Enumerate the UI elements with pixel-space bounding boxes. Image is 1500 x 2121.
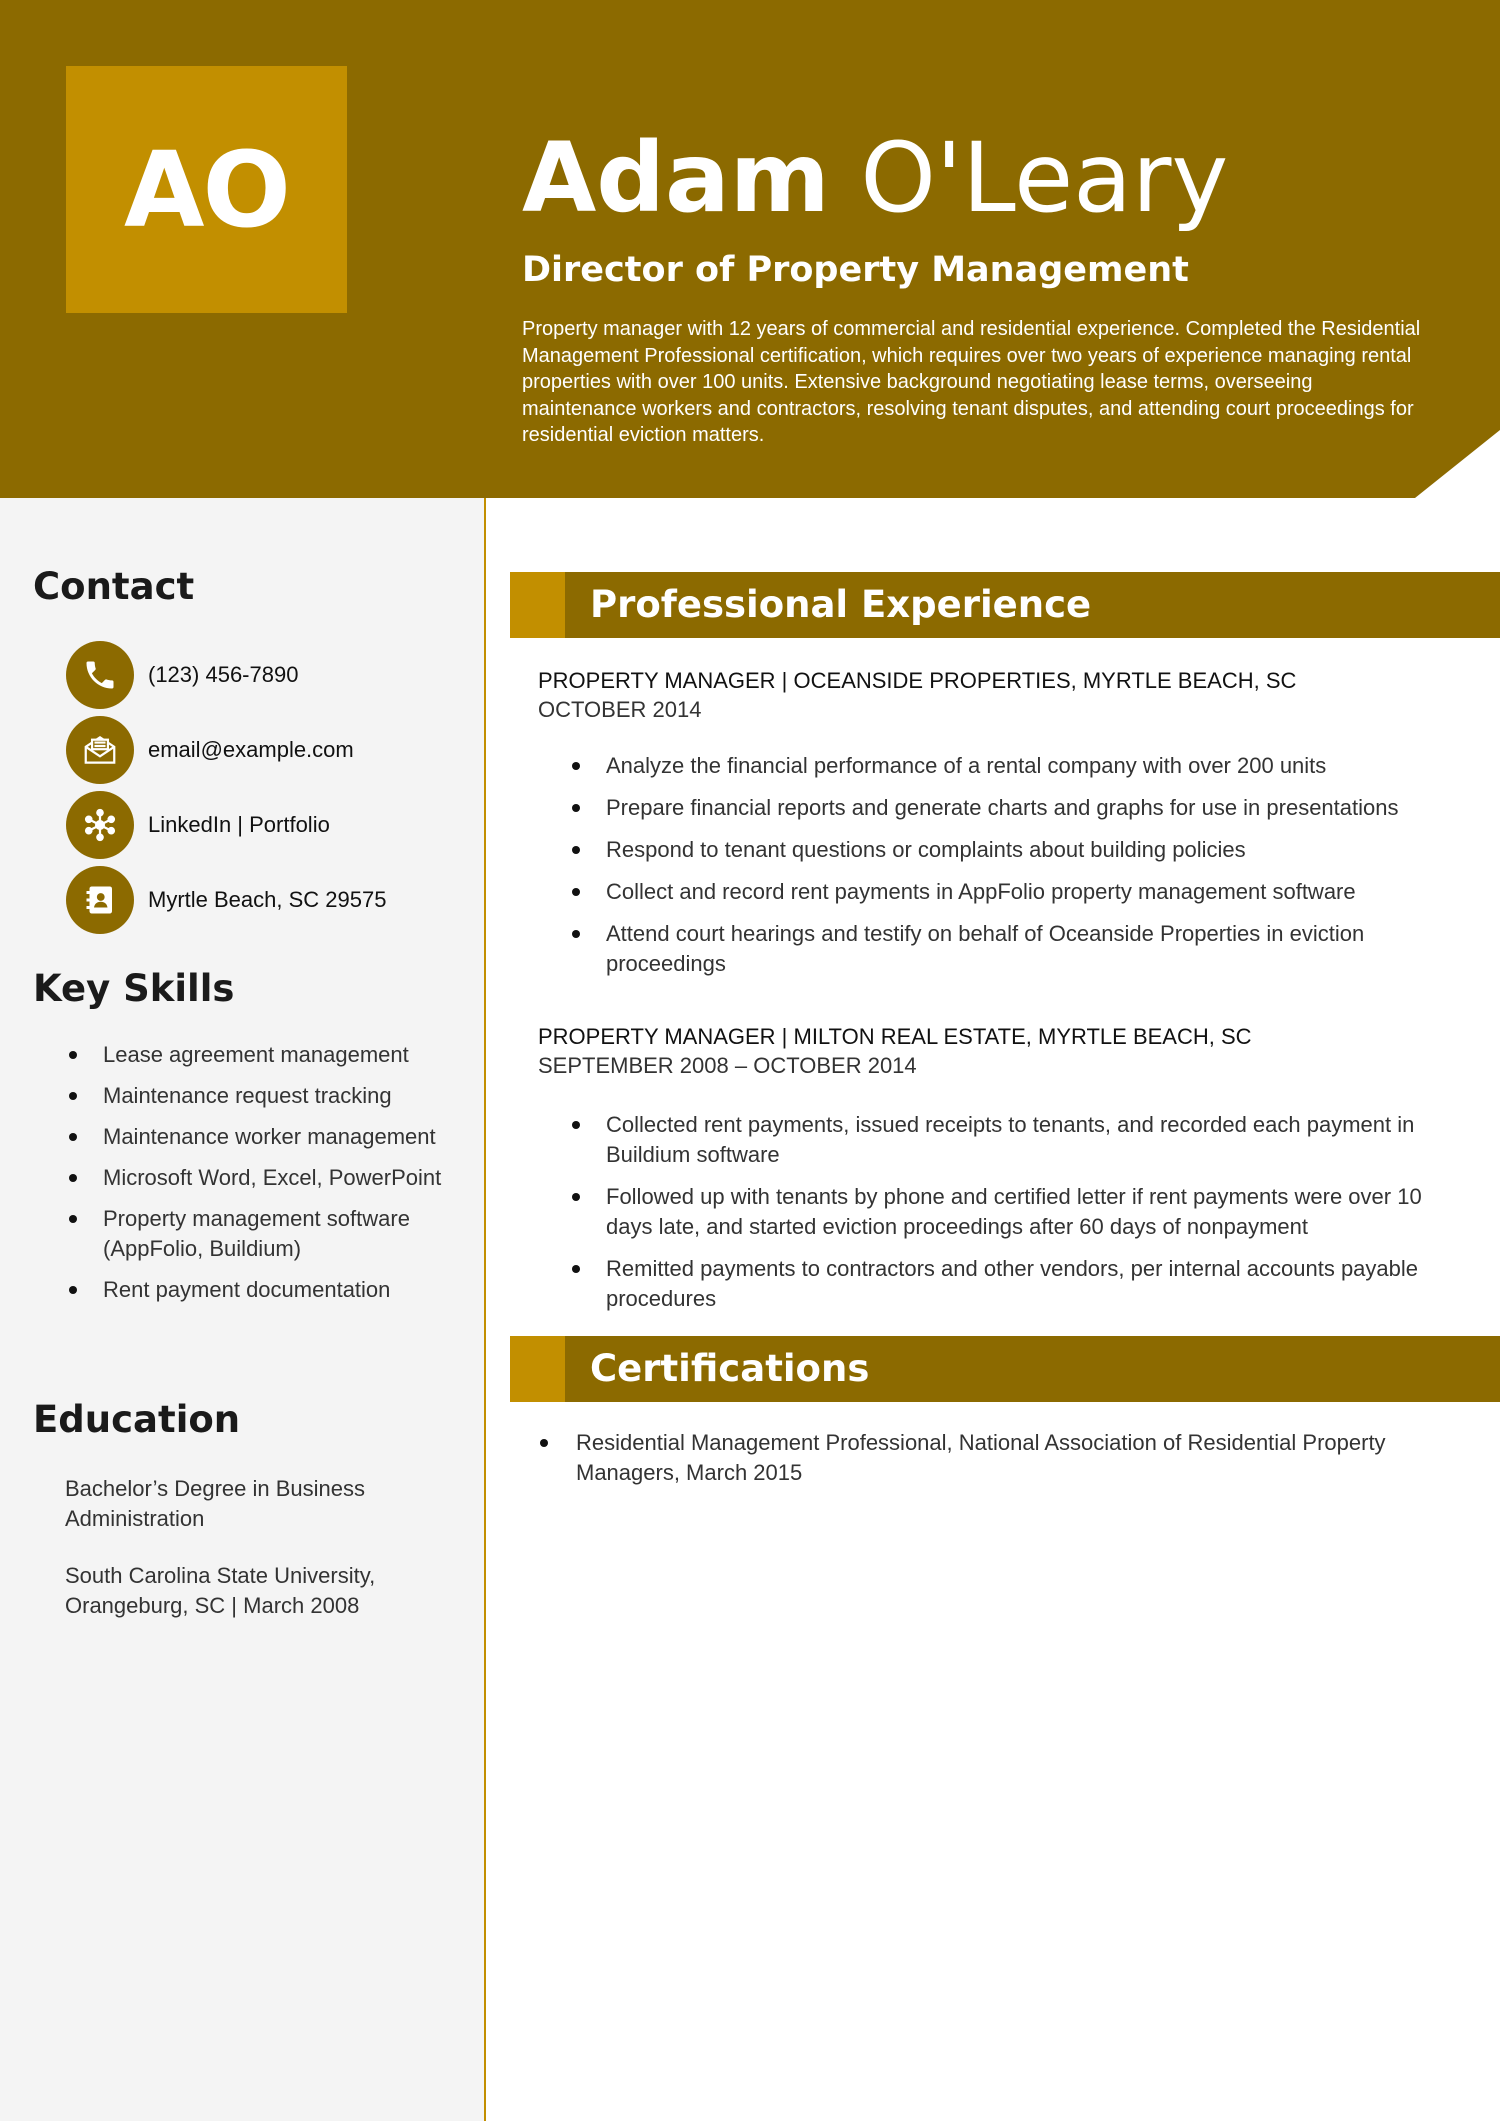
job-bullet: Followed up with tenants by phone and certified letter if rent payments were over 10 days late, and started eviction proceedings after 60 days of nonpayment	[570, 1182, 1470, 1242]
email-text: email@example.com	[148, 737, 354, 762]
contact-location	[66, 866, 386, 934]
experience-section-header	[510, 572, 1500, 638]
experience-heading: Professional Experience	[590, 583, 1092, 626]
section-accent	[510, 572, 565, 638]
job-header	[538, 1022, 1252, 1080]
job-bullet: Prepare financial reports and generate charts and graphs for use in presentations	[570, 793, 1470, 823]
contact-heading: Contact	[33, 565, 195, 608]
job-header	[538, 666, 1296, 724]
job-bullet: Collect and record rent payments in AppFolio property management software	[570, 877, 1470, 907]
job-dates: OCTOBER 2014	[538, 697, 702, 722]
certifications-heading: Certifications	[590, 1347, 870, 1390]
certifications-section-header	[510, 1336, 1500, 1402]
skill-item: Maintenance request tracking	[66, 1081, 446, 1111]
skill-item: Maintenance worker management	[66, 1122, 446, 1152]
contact-links[interactable]	[66, 791, 330, 859]
links-text: LinkedIn | Portfolio	[148, 812, 330, 837]
skills-heading: Key Skills	[33, 967, 235, 1010]
job-bullet-list	[570, 1110, 1470, 1326]
monogram-text: AO	[124, 128, 289, 251]
job-bullet: Respond to tenant questions or complaints about building policies	[570, 835, 1470, 865]
phone-icon	[66, 641, 134, 709]
education-degree: Bachelor’s Degree in Business Administration	[65, 1476, 366, 1531]
section-accent	[510, 1336, 565, 1402]
job-bullet: Collected rent payments, issued receipts to tenants, and recorded each payment in Buildium software	[570, 1110, 1470, 1170]
contact-phone[interactable]	[66, 641, 298, 709]
skill-item: Lease agreement management	[66, 1040, 446, 1070]
monogram-badge	[66, 66, 347, 313]
certifications-list	[538, 1428, 1478, 1488]
location-text: Myrtle Beach, SC 29575	[148, 887, 387, 912]
skills-list	[66, 1040, 446, 1316]
job-bullet-list	[570, 751, 1470, 991]
job-bullet: Analyze the financial performance of a rental company with over 200 units	[570, 751, 1470, 781]
certification-item: Residential Management Professional, National Association of Residential Property Managers, March 2015	[538, 1428, 1478, 1488]
skill-item: Rent payment documentation	[66, 1275, 446, 1305]
job-dates: SEPTEMBER 2008 – OCTOBER 2014	[538, 1053, 917, 1078]
first-name: Adam	[522, 122, 830, 234]
education-heading: Education	[33, 1398, 241, 1441]
skill-item: Property management software (AppFolio, Buildium)	[66, 1204, 446, 1264]
job-bullet: Remitted payments to contractors and other vendors, per internal accounts payable procedures	[570, 1254, 1470, 1314]
envelope-icon	[66, 716, 134, 784]
last-name: O'Leary	[860, 122, 1229, 234]
job-title-line: PROPERTY MANAGER | MILTON REAL ESTATE, MYRTLE BEACH, SC	[538, 1024, 1252, 1049]
job-title: Director of Property Management	[522, 250, 1189, 290]
skill-item: Microsoft Word, Excel, PowerPoint	[66, 1163, 446, 1193]
phone-text: (123) 456-7890	[148, 662, 299, 687]
job-title-line: PROPERTY MANAGER | OCEANSIDE PROPERTIES, MYRTLE BEACH, SC	[538, 668, 1297, 693]
network-icon	[66, 791, 134, 859]
summary-paragraph: Property manager with 12 years of commercial and residential experience. Completed the Residential Management Professional certification, which requires over two years of experience managing rental properties with over 100 units. Extensive background negotiating lease terms, overseeing maintenance workers and contractors, resolving tenant disputes, and attending court proceedings for residential eviction matters.	[522, 318, 1421, 447]
address-book-icon	[66, 866, 134, 934]
education-school: South Carolina State University, Orangeburg, SC | March 2008	[65, 1563, 376, 1618]
job-bullet: Attend court hearings and testify on behalf of Oceanside Properties in eviction proceedings	[570, 919, 1470, 979]
candidate-name	[522, 118, 1228, 238]
contact-email[interactable]	[66, 716, 354, 784]
